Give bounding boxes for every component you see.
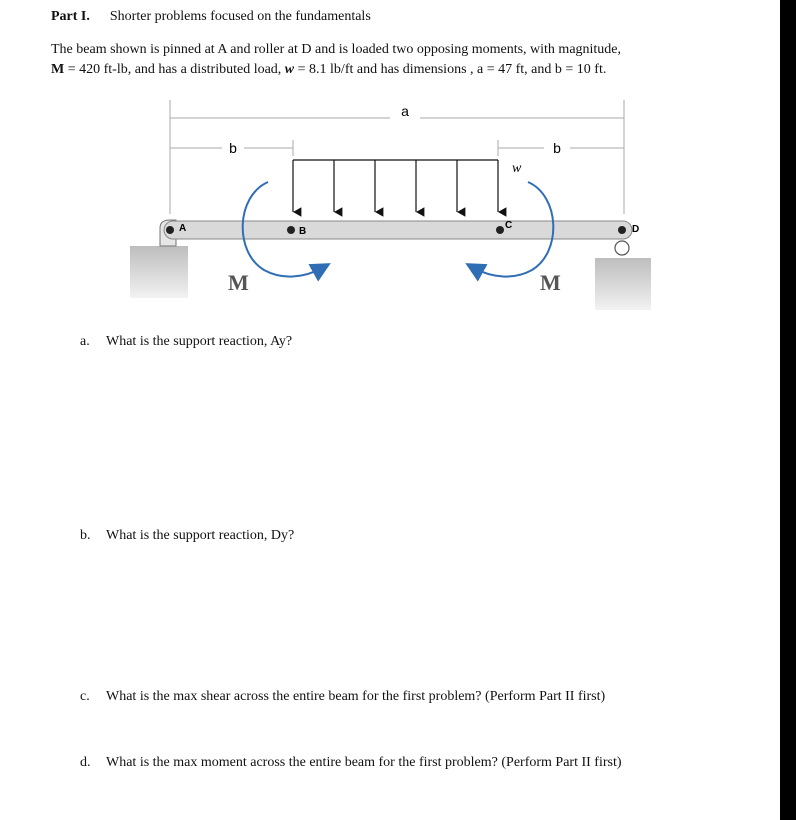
support-block-d [595, 258, 651, 310]
dimension-a-label: a [401, 103, 409, 119]
load-symbol: w [284, 62, 295, 77]
roller-support-d [615, 241, 629, 255]
point-c-label: C [505, 220, 513, 231]
point-a-label: A [179, 223, 187, 234]
window-edge-bar [780, 0, 796, 820]
moment-text: = 420 ft-lb, and has a distributed load, [64, 62, 285, 77]
beam [164, 221, 632, 239]
dimension-b-left-label: b [229, 140, 237, 156]
point-a-dot [166, 226, 174, 234]
point-c-dot [496, 226, 504, 234]
point-d-label: D [632, 224, 640, 235]
moment-left-label: M [228, 270, 249, 295]
question-a [80, 334, 292, 350]
question-c-text: What is the max shear across the entire beam for the first problem? (Perform Part II first) [106, 689, 606, 704]
beam-figure [0, 0, 796, 330]
support-block-a [130, 246, 188, 298]
question-b [80, 528, 294, 544]
question-b-label: b. [80, 528, 91, 543]
question-d-label: d. [80, 755, 91, 770]
question-c [80, 689, 605, 705]
part-label: Part I. [51, 9, 90, 24]
dimension-lines [170, 100, 624, 214]
moment-right-label: M [540, 270, 561, 295]
distributed-load [293, 160, 498, 212]
load-text: = 8.1 lb/ft and has dimensions , a = 47 ft, and b = 10 ft. [294, 62, 607, 77]
question-d [80, 755, 622, 771]
point-b-dot [287, 226, 295, 234]
question-d-text: What is the max moment across the entire beam for the first problem? (Perform Part II first) [106, 755, 622, 770]
point-d-dot [618, 226, 626, 234]
question-b-text: What is the support reaction, Dy? [106, 528, 295, 543]
part-title: Shorter problems focused on the fundamentals [109, 9, 371, 24]
moment-symbol: M [51, 62, 65, 77]
question-a-label: a. [80, 334, 90, 349]
point-b-label: B [299, 226, 307, 237]
intro-line1: The beam shown is pinned at A and roller at D and is loaded two opposing moments, with magnitude, [51, 42, 622, 57]
question-a-text: What is the support reaction, Ay? [106, 334, 293, 349]
question-c-label: c. [80, 689, 90, 704]
load-w-label: w [512, 161, 522, 176]
dimension-b-right-label: b [553, 140, 561, 156]
